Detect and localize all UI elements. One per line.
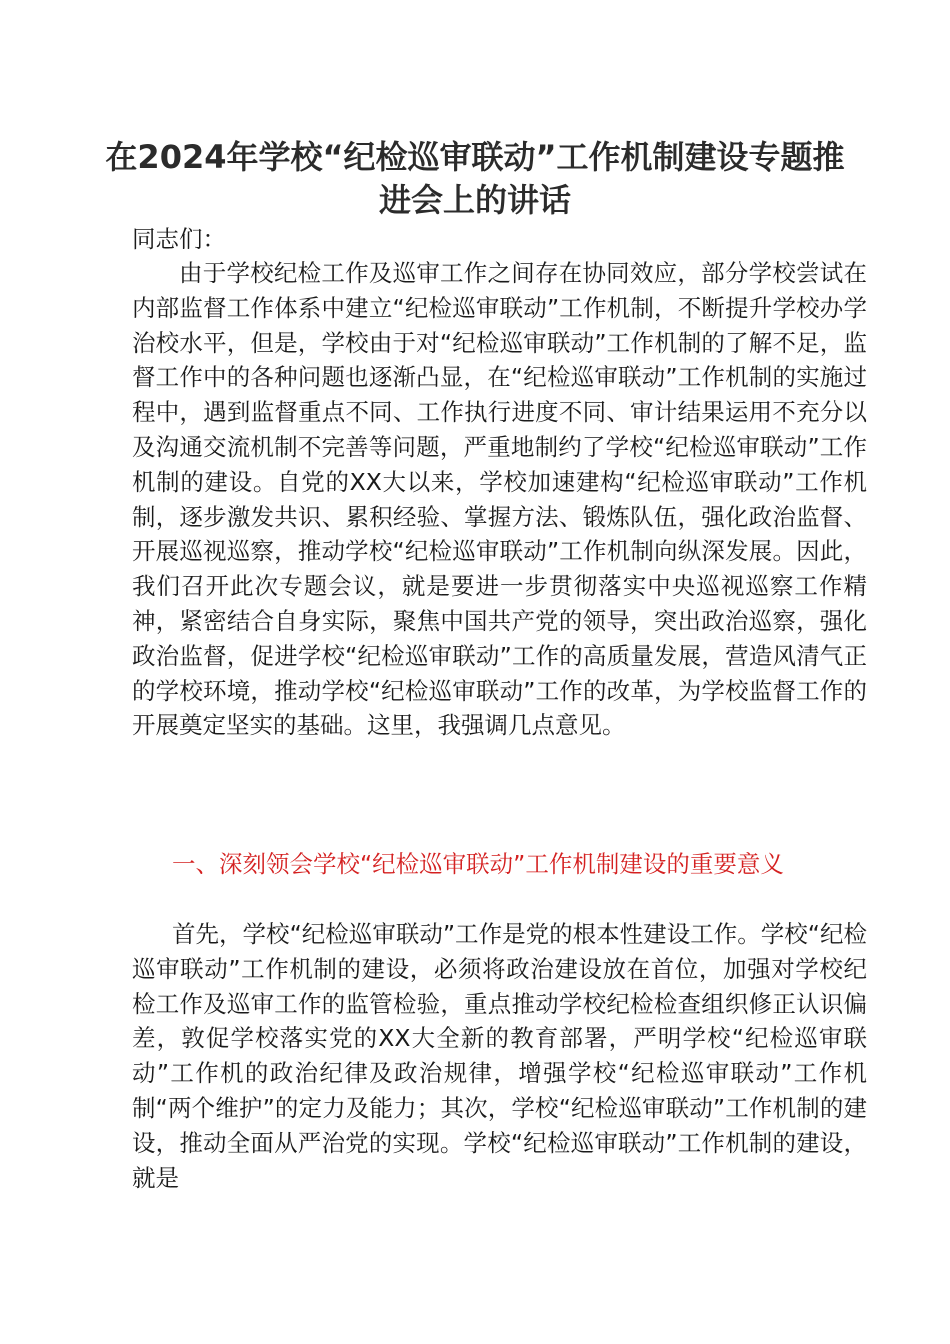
document-title: 在2024年学校“纪检巡审联动”工作机制建设专题推进会上的讲话 [105,138,845,219]
section-paragraph: 首先，学校“纪检巡审联动”工作是党的根本性建设工作。学校“纪检巡审联动”工作机制的建设，必须将政治建设放在首位，加强对学校纪检工作及巡审工作的监管检验，重点推动学校纪检检查组织修正认识偏差，敦促学校落实党的XX大全新的教育部署，严明学校“纪检巡审联动”工作机的政治纪律及政治规律，增强学校“纪检巡审联动”工作机制“两个维护”的定力及能力；其次，学校“纪检巡审联动”工作机制的建设，推动全面从严治党的实现。学校“纪检巡审联动”工作机制的建设，就是 [132,920,867,1192]
salutation: 同志们： [132,225,226,253]
section-heading: 一、深刻领会学校“纪检巡审联动”工作机制建设的重要意义 [172,850,784,878]
intro-paragraph: 由于学校纪检工作及巡审工作之间存在协同效应，部分学校尝试在内部监督工作体系中建立“纪检巡审联动”工作机制，不断提升学校办学治校水平，但是，学校由于对“纪检巡审联动”工作机制的了解不足，监督工作中的各种问题也逐渐凸显，在“纪检巡审联动”工作机制的实施过程中，遇到监督重点不同、工作执行进度不同、审计结果运用不充分以及沟通交流机制不完善等问题，严重地制约了学校“纪检巡审联动”工作机制的建设。自党的XX大以来，学校加速建构“纪检巡审联动”工作机制，逐步激发共识、累积经验、掌握方法、锻炼队伍，强化政治监督、开展巡视巡察，推动学校“纪检巡审联动”工作机制向纵深发展。因此，我们召开此次专题会议，就是要进一步贯彻落实中央巡视巡察工作精神，紧密结合自身实际，聚焦中国共产党的领导，突出政治巡察，强化政治监督，促进学校“纪检巡审联动”工作的高质量发展，营造风清气正的学校环境，推动学校“纪检巡审联动”工作的改革，为学校监督工作的开展奠定坚实的基础。这里，我强调几点意见。 [132,259,867,740]
